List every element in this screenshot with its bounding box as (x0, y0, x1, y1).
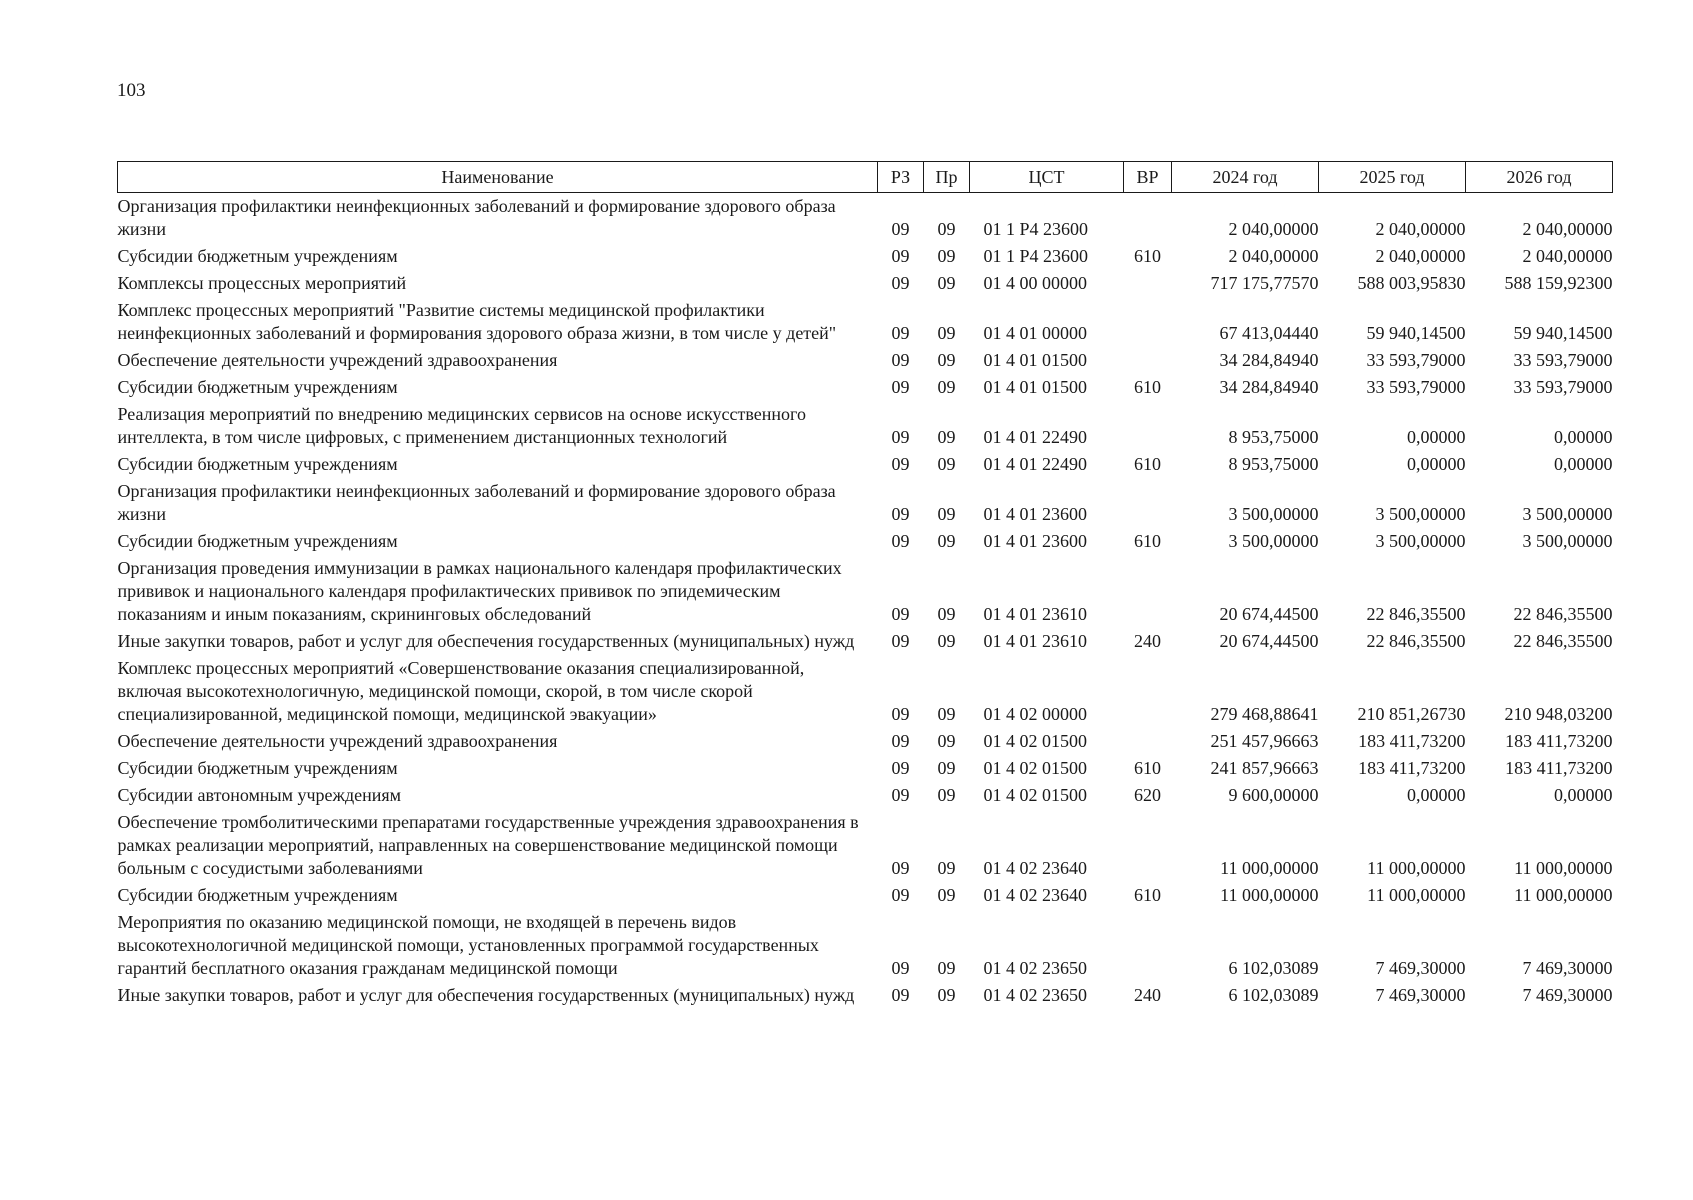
cell-pr: 09 (937, 427, 956, 447)
cell-cst: 01 4 01 23600 (983, 504, 1087, 524)
cell-2024: 8 953,75000 (1228, 454, 1319, 474)
cell-vr (1124, 478, 1172, 528)
cell-vr: 610 (1134, 377, 1161, 397)
cell-2024: 8 953,75000 (1228, 427, 1319, 447)
cell-2024: 6 102,03089 (1228, 958, 1319, 978)
table-row (118, 909, 1613, 982)
cell-name: Субсидии бюджетным учреждениям (117, 531, 398, 551)
table-row (118, 882, 1613, 909)
table-row (118, 193, 1613, 244)
cell-2026: 3 500,00000 (1522, 504, 1613, 524)
header-name: Наименование (118, 162, 878, 193)
cell-pr: 09 (937, 631, 956, 651)
cell-vr: 610 (1134, 758, 1161, 778)
cell-rz: 09 (891, 631, 910, 651)
cell-vr (1124, 347, 1172, 374)
cell-2024: 34 284,84940 (1219, 377, 1319, 397)
cell-2026: 11 000,00000 (1514, 858, 1613, 878)
cell-2026: 33 593,79000 (1513, 350, 1613, 370)
cell-rz: 09 (891, 350, 910, 370)
cell-2024: 241 857,96663 (1210, 758, 1319, 778)
table-row (118, 401, 1613, 451)
cell-name: Субсидии бюджетным учреждениям (117, 454, 398, 474)
cell-rz: 09 (891, 504, 910, 524)
cell-cst: 01 4 02 23650 (983, 958, 1087, 978)
cell-name: Субсидии бюджетным учреждениям (117, 377, 398, 397)
cell-pr: 09 (937, 323, 956, 343)
cell-2025: 2 040,00000 (1375, 246, 1466, 266)
cell-2025: 183 411,73200 (1358, 731, 1466, 751)
cell-rz: 09 (891, 731, 910, 751)
cell-cst: 01 4 01 22490 (983, 427, 1087, 447)
table-row (118, 451, 1613, 478)
cell-cst: 01 4 00 00000 (983, 273, 1087, 293)
cell-2025: 7 469,30000 (1375, 958, 1466, 978)
cell-pr: 09 (937, 758, 956, 778)
cell-2025: 0,00000 (1407, 785, 1466, 805)
cell-2024: 3 500,00000 (1228, 504, 1319, 524)
cell-cst: 01 1 Р4 23600 (983, 246, 1089, 266)
cell-2025: 0,00000 (1407, 427, 1466, 447)
cell-2024: 9 600,00000 (1228, 785, 1319, 805)
cell-rz: 09 (891, 858, 910, 878)
cell-2025: 2 040,00000 (1375, 219, 1466, 239)
table-row (118, 478, 1613, 528)
cell-2026: 7 469,30000 (1522, 958, 1613, 978)
header-rz: РЗ (878, 162, 924, 193)
cell-2026: 183 411,73200 (1505, 731, 1613, 751)
cell-pr: 09 (937, 731, 956, 751)
cell-cst: 01 4 01 23600 (983, 531, 1087, 551)
cell-2025: 183 411,73200 (1358, 758, 1466, 778)
cell-name: Организация проведения иммунизации в рамках национального календаря профилактических прививок и национального календаря профилактических прививок по эпидемическим показаниям и иным показаниям, скрининговых обследований (117, 558, 842, 624)
cell-cst: 01 4 02 23640 (983, 858, 1087, 878)
cell-name: Субсидии автономным учреждениям (117, 785, 402, 805)
cell-2025: 588 003,95830 (1357, 273, 1466, 293)
cell-2025: 0,00000 (1407, 454, 1466, 474)
cell-pr: 09 (937, 531, 956, 551)
cell-pr: 09 (937, 377, 956, 397)
cell-2025: 11 000,00000 (1367, 885, 1466, 905)
header-2025: 2025 год (1319, 162, 1466, 193)
cell-2024: 20 674,44500 (1219, 604, 1319, 624)
cell-rz: 09 (891, 273, 910, 293)
cell-pr: 09 (937, 885, 956, 905)
cell-2024: 34 284,84940 (1219, 350, 1319, 370)
cell-pr: 09 (937, 219, 956, 239)
cell-cst: 01 4 02 01500 (983, 758, 1087, 778)
cell-vr (1124, 193, 1172, 244)
cell-name: Обеспечение деятельности учреждений здравоохранения (117, 350, 558, 370)
cell-rz: 09 (891, 604, 910, 624)
cell-2025: 33 593,79000 (1366, 377, 1466, 397)
table-header-row (118, 162, 1613, 193)
cell-rz: 09 (891, 377, 910, 397)
table-row (118, 347, 1613, 374)
cell-2026: 0,00000 (1554, 427, 1613, 447)
cell-2026: 11 000,00000 (1514, 885, 1613, 905)
cell-rz: 09 (891, 219, 910, 239)
cell-cst: 01 4 01 01500 (983, 377, 1087, 397)
cell-rz: 09 (891, 323, 910, 343)
cell-vr (1124, 297, 1172, 347)
cell-pr: 09 (937, 604, 956, 624)
cell-cst: 01 4 01 23610 (983, 604, 1087, 624)
cell-2025: 210 851,26730 (1357, 704, 1466, 724)
cell-2025: 22 846,35500 (1366, 604, 1466, 624)
cell-cst: 01 4 02 01500 (983, 785, 1087, 805)
cell-name: Обеспечение тромболитическими препаратами государственные учреждения здравоохранения в рамках реализации мероприятий, направленных на совершенствование медицинской помощи больным с сосудистыми заболеваниями (117, 812, 859, 878)
cell-name: Комплексы процессных мероприятий (117, 273, 407, 293)
cell-cst: 01 4 01 00000 (983, 323, 1087, 343)
table-row (118, 555, 1613, 628)
cell-2025: 3 500,00000 (1375, 504, 1466, 524)
cell-vr (1124, 728, 1172, 755)
table-row (118, 528, 1613, 555)
cell-cst: 01 1 Р4 23600 (983, 219, 1089, 239)
page-number: 103 (117, 80, 146, 101)
cell-2024: 20 674,44500 (1219, 631, 1319, 651)
table-row (118, 782, 1613, 809)
cell-2026: 2 040,00000 (1522, 219, 1613, 239)
cell-2026: 0,00000 (1554, 454, 1613, 474)
cell-cst: 01 4 02 00000 (983, 704, 1087, 724)
cell-name: Иные закупки товаров, работ и услуг для обеспечения государственных (муниципальных) нужд (117, 631, 855, 651)
cell-vr: 610 (1134, 454, 1161, 474)
cell-2025: 59 940,14500 (1366, 323, 1466, 343)
cell-2024: 2 040,00000 (1228, 219, 1319, 239)
budget-table (117, 161, 1613, 1009)
cell-2024: 279 468,88641 (1210, 704, 1319, 724)
cell-rz: 09 (891, 785, 910, 805)
table-row (118, 243, 1613, 270)
cell-name: Комплекс процессных мероприятий "Развитие системы медицинской профилактики неинфекционных заболеваний и формирования здорового образа жизни, в том числе у детей" (117, 300, 837, 343)
header-2024: 2024 год (1172, 162, 1319, 193)
cell-vr (1124, 809, 1172, 882)
cell-2026: 7 469,30000 (1522, 985, 1613, 1005)
table-row (118, 655, 1613, 728)
cell-vr: 610 (1134, 246, 1161, 266)
cell-rz: 09 (891, 454, 910, 474)
cell-2024: 251 457,96663 (1210, 731, 1319, 751)
cell-2024: 67 413,04440 (1219, 323, 1319, 343)
cell-cst: 01 4 02 23650 (983, 985, 1087, 1005)
header-2026: 2026 год (1466, 162, 1613, 193)
cell-name: Иные закупки товаров, работ и услуг для обеспечения государственных (муниципальных) нужд (117, 985, 855, 1005)
table-row (118, 628, 1613, 655)
cell-pr: 09 (937, 704, 956, 724)
cell-2026: 33 593,79000 (1513, 377, 1613, 397)
cell-rz: 09 (891, 531, 910, 551)
cell-2026: 588 159,92300 (1504, 273, 1613, 293)
cell-2026: 183 411,73200 (1505, 758, 1613, 778)
cell-pr: 09 (937, 858, 956, 878)
cell-cst: 01 4 01 01500 (983, 350, 1087, 370)
cell-2026: 59 940,14500 (1513, 323, 1613, 343)
cell-name: Организация профилактики неинфекционных заболеваний и формирование здорового образа жизни (117, 196, 836, 239)
cell-pr: 09 (937, 504, 956, 524)
cell-2025: 33 593,79000 (1366, 350, 1466, 370)
cell-2024: 3 500,00000 (1228, 531, 1319, 551)
cell-vr (1124, 909, 1172, 982)
cell-2024: 11 000,00000 (1220, 885, 1319, 905)
cell-name: Субсидии бюджетным учреждениям (117, 758, 398, 778)
cell-pr: 09 (937, 350, 956, 370)
cell-2026: 0,00000 (1554, 785, 1613, 805)
cell-2025: 22 846,35500 (1366, 631, 1466, 651)
header-cst: ЦСТ (970, 162, 1124, 193)
header-vr: ВР (1124, 162, 1172, 193)
cell-2024: 2 040,00000 (1228, 246, 1319, 266)
cell-name: Обеспечение деятельности учреждений здравоохранения (117, 731, 558, 751)
cell-rz: 09 (891, 704, 910, 724)
cell-cst: 01 4 02 01500 (983, 731, 1087, 751)
cell-vr: 620 (1134, 785, 1161, 805)
cell-pr: 09 (937, 958, 956, 978)
table-row (118, 755, 1613, 782)
cell-rz: 09 (891, 958, 910, 978)
cell-2025: 3 500,00000 (1375, 531, 1466, 551)
cell-2025: 7 469,30000 (1375, 985, 1466, 1005)
cell-2026: 22 846,35500 (1513, 631, 1613, 651)
table-row (118, 270, 1613, 297)
cell-vr (1124, 655, 1172, 728)
cell-name: Субсидии бюджетным учреждениям (117, 885, 398, 905)
table-row (118, 297, 1613, 347)
cell-vr (1124, 555, 1172, 628)
cell-name: Субсидии бюджетным учреждениям (117, 246, 398, 266)
cell-pr: 09 (937, 985, 956, 1005)
cell-rz: 09 (891, 885, 910, 905)
cell-pr: 09 (937, 273, 956, 293)
cell-2026: 22 846,35500 (1513, 604, 1613, 624)
cell-vr (1124, 401, 1172, 451)
cell-name: Мероприятия по оказанию медицинской помощи, не входящей в перечень видов высокотехнологичной медицинской помощи, установленных программой государственных гарантий бесплатного оказания гражданам медицинской помощи (117, 912, 819, 978)
cell-pr: 09 (937, 785, 956, 805)
cell-vr: 240 (1134, 631, 1161, 651)
cell-pr: 09 (937, 246, 956, 266)
cell-rz: 09 (891, 427, 910, 447)
cell-rz: 09 (891, 985, 910, 1005)
cell-cst: 01 4 01 23610 (983, 631, 1087, 651)
cell-cst: 01 4 02 23640 (983, 885, 1087, 905)
cell-name: Реализация мероприятий по внедрению медицинских сервисов на основе искусственного интеллекта, в том числе цифровых, с применением дистанционных технологий (117, 404, 806, 447)
table-body (118, 193, 1613, 1010)
cell-name: Организация профилактики неинфекционных заболеваний и формирование здорового образа жизни (117, 481, 836, 524)
cell-2026: 3 500,00000 (1522, 531, 1613, 551)
header-pr: Пр (924, 162, 970, 193)
cell-2024: 717 175,77570 (1210, 273, 1319, 293)
cell-vr (1124, 270, 1172, 297)
cell-rz: 09 (891, 758, 910, 778)
cell-pr: 09 (937, 454, 956, 474)
cell-rz: 09 (891, 246, 910, 266)
table-row (118, 809, 1613, 882)
cell-2024: 11 000,00000 (1220, 858, 1319, 878)
cell-vr: 610 (1134, 885, 1161, 905)
cell-name: Комплекс процессных мероприятий «Совершенствование оказания специализированной, включая высокотехнологичную, медицинской помощи, скорой, в том числе скорой специализированной, медицинской помощи, медицинской эвакуации» (117, 658, 805, 724)
table-row (118, 728, 1613, 755)
table-row (118, 982, 1613, 1009)
cell-2024: 6 102,03089 (1228, 985, 1319, 1005)
cell-cst: 01 4 01 22490 (983, 454, 1087, 474)
cell-2025: 11 000,00000 (1367, 858, 1466, 878)
cell-2026: 2 040,00000 (1522, 246, 1613, 266)
cell-vr: 610 (1134, 531, 1161, 551)
table-row (118, 374, 1613, 401)
cell-vr: 240 (1134, 985, 1161, 1005)
cell-2026: 210 948,03200 (1504, 704, 1613, 724)
